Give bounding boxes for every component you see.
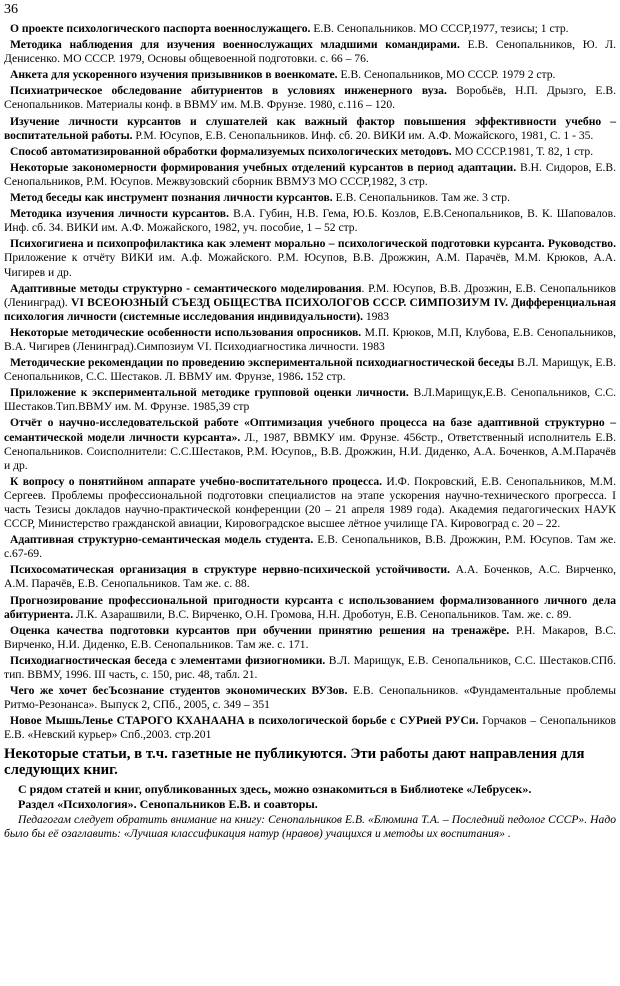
entry-title: Психогигиена и психопрофилактика как элемент морально – психологической подготовки курсанта. Руководство. (10, 237, 616, 251)
bibliography-list (4, 22, 616, 743)
entry-title: Некоторые методические особенности использования опросников. (10, 325, 362, 339)
entry-details: МО СССР.1981, Т. 82, 1 стр. (451, 144, 594, 158)
entry-title: Приложение к экспериментальной методике групповой оценки личности. (10, 386, 409, 400)
entry-title: Метод беседы как инструмент познания личности курсантов. (10, 191, 333, 205)
list-item (4, 282, 616, 324)
entry-details: В.Л. Марищук, Е.В. Сенопальников, С.С. Шестаков. Л. ВВМУ им. Фрунзе, 1986 (4, 356, 616, 384)
entry-title: Анкета для ускоренного изучения призывников в военкомате. (10, 68, 338, 82)
entry-title: Адаптивные методы структурно - семантического моделирования (10, 281, 362, 295)
library-note: С рядом статей и книг, опубликованных здесь, можно ознакомиться в Библиотеке «Лебрусек». (18, 781, 532, 796)
list-item (4, 654, 616, 682)
entry-details: В.Н. Сидоров, Е.В. Сенопальников, Р.М. Юсупов. Межвузовский сборник ВВМУЗ МО СССР,1982, 3 стр. (4, 160, 616, 188)
entry-details: Р.Н. Макаров, В.С. Вирченко, Н.И. Диденко, Е.В. Сенопальников. Там же. с. 171. (4, 623, 617, 651)
entry-title-extra: . (300, 370, 304, 384)
list-item (4, 714, 616, 742)
list-item (4, 475, 616, 531)
list-item (4, 416, 616, 472)
entry-details: Приложение к отчёту ВИКИ им. А.ф. Можайского. Р.М. Юсупов, В.В. Дрожжин, А.М. Парачёв, М.М. Крюков, А.А. Чигирев и др. (4, 251, 616, 279)
list-item (4, 624, 616, 652)
entry-details: Л.К. Азарашвили, В.С. Вирченко, О.Н. Громова, Н.Н. Дроботун, Е.В. Сенопальников. Там. же. с. 89. (73, 607, 572, 621)
entry-details: Е.В. Сенопальников, МО СССР. 1979 2 стр. (337, 68, 556, 82)
entry-title: Изучение личности курсантов и слушателей как важный фактор повышения эффективности учебно – воспитательной работы. (4, 114, 616, 142)
list-item (4, 594, 616, 622)
entry-title: Психодиагностическая беседа с элементами физиогномики. (10, 653, 326, 667)
entry-title: Адаптивная структурно-семантическая модель студента. (10, 533, 314, 547)
entry-title: Методические рекомендации по проведению экспериментальной психодиагностической беседы (10, 356, 515, 370)
teachers-note: Педагогам следует обратить внимание на книгу: Сенопальников Е.В. «Блюмина Т.А. – Последний педолог СССР». Надо было бы её озаглавить: «Лучшая классификация натур (нравов) учащихся и методы их воспитания» . (4, 812, 616, 840)
entry-details: М.П. Крюков, М.П, Клубова, Е.В. Сенопальников, В.А. Чигирев (Ленинград).Симпозиум VI. Психодиагностика личности. 1983 (4, 325, 617, 353)
entry-title: К вопросу о понятийном аппарате учебно-воспитательного процесса. (10, 474, 383, 488)
list-item (4, 563, 616, 591)
list-item (4, 684, 616, 712)
entry-title: Психосоматическая организация в структуре нервно-психической устойчивости. (10, 563, 451, 577)
entry-title: Чего же хочет бесЪсознание студентов экономических ВУЗов. (10, 684, 348, 698)
entry-details: И.Ф. Покровский, Е.В. Сенопальников, М.М. Сергеев. Проблемы профессиональной подготовки специалистов на этапе ускорения научно-технического прогресса. I часть Тезисы докладов научно-практической конференции (20 – 21 апреля 1989 года). Академия педагогических НАУК СССР, Министерство гражданской авиации, Кировоградское высшее лётное училище ГА. Кировоград с. 20 – 22. (4, 474, 616, 531)
list-item (4, 533, 616, 561)
list-item (4, 326, 616, 354)
page-number: 36 (4, 2, 18, 17)
section-note: Раздел «Психология». Сенопальников Е.В. и соавторы. (18, 797, 318, 811)
entry-title-extra: VI ВСЕОЮЗНЫЙ СЪЕЗД ОБЩЕСТВА ПСИХОЛОГОВ СССР. СИМПОЗИУМ IV. Дифференциальная психология личности (системные исследования индивидуальности). (4, 295, 616, 323)
entry-title: О проекте психологического паспорта военнослужащего. (10, 22, 311, 35)
entry-details: Е.В. Сенопальников, Ю. Л. Денисенко. МО СССР. 1979, Основы общевоенной подготовки. с. 66 – 76. (4, 38, 616, 66)
entry-title: Отчёт о научно-исследовательской работе «Оптимизация учебного процесса на базе адаптивной структурно – семантической модели личности курсанта». (4, 416, 616, 444)
entry-details: Е.В. Сенопальников. МО СССР,1977, тезисы; 1 стр. (310, 22, 569, 35)
entry-details: . Р.М. Юсупов, В.В. Дрозжин, Е.В. Сенопальников (Ленинград). (4, 281, 616, 309)
list-item (4, 161, 616, 189)
list-item (4, 115, 616, 143)
entry-details: Р.М. Юсупов, Е.В. Сенопальников. Инф. сб. 20. ВИКИ им. А.Ф. Можайского, 1981, С. 1 - 35. (132, 128, 594, 142)
list-item (4, 386, 616, 414)
list-item (4, 191, 616, 205)
entry-title: Психиатрическое обследование абитуриентов в условиях инженерного вуза. (10, 84, 447, 98)
list-item (4, 68, 616, 82)
entry-details: В.Л. Марищук, Е.В. Сенопальников, С.С. Шестаков.СПб. тип. ВВМУ, 1996. III часть, с. 150, рис. 48, табл. 21. (4, 653, 616, 682)
entry-title: Методика наблюдения для изучения военнослужащих младшими командирами. (10, 38, 460, 52)
entry-details: Е.В. Сенопальников, В.В. Дрожжин, Р.М. Юсупов. Там же. с.67-69. (4, 533, 616, 561)
entry-title: Оценка качества подготовки курсантов при обучении принятию решения на тренажёре. (10, 623, 510, 637)
entry-title: Некоторые закономерности формирования учебных отделений курсантов в период адаптации. (10, 160, 517, 174)
entry-details-extra: 1983 (362, 309, 390, 323)
list-item (4, 145, 616, 159)
entry-details: В.Л.Марищук,Е.В. Сенопальников, С.С. Шестаков.Тип.ВВМУ им. М. Фрунзе. 1985,39 стр (4, 386, 616, 414)
list-item (4, 38, 616, 66)
entry-details: В.А. Губин, Н.В. Гема, Ю.Б. Козлов, Е.В.Сенопальников, В. К. Шаповалов. Инф. сб. 34. ВИКИ им. А.Ф. Можайского, 1982, уч. пособие, 1 – 52 стр. (4, 207, 616, 235)
list-item (4, 237, 616, 279)
list-item (4, 207, 616, 235)
entry-details-extra: 152 стр. (303, 370, 346, 384)
entry-details: Е.В. Сенопальников. «Фундаментальные проблемы Ритмо-Резонанса». Выпуск 2, СПб., 2005, с. 349 – 351 (4, 684, 616, 712)
entry-details: Л., 1987, ВВМКУ им. Фрунзе. 456стр., Ответственный исполнитель Е.В. Сенопальников. Соисполнители: С.С.Шестаков, Р.М. Юсупов,, В.В. Дрожжин, Н.И. Диденко, А.А. Боченков, А.М.Парачёв и др. (4, 430, 616, 472)
entry-details: Е.В. Сенопальников. Там же. 3 стр. (332, 191, 510, 205)
entry-title: Способ автоматизированной обработки формализуемых психологических методовъ. (10, 144, 452, 158)
unpublished-note: Некоторые статьи, в т.ч. газетные не публикуются. Эти работы дают направления для следующих книг. (4, 745, 585, 778)
entry-details: Горчаков – Сенопальников Е.В. «Невский курьер» Спб.,2003. стр.201 (4, 714, 617, 742)
list-item (4, 22, 616, 36)
entry-title: Прогнозирование профессиональной пригодности курсанта с использованием формализованного личного дела абитуриента. (4, 593, 616, 621)
entry-title: Новое МышьЛенье СТАРОГО КХАНААНА в психологической борьбе с СУРией РУСи. (10, 714, 479, 728)
list-item (4, 84, 616, 112)
entry-details: А.А. Боченков, А.С. Вирченко, А.М. Парачёв, Е.В. Сенопальников. Там же. с. 88. (4, 563, 617, 591)
list-item (4, 356, 616, 384)
entry-title: Методика изучения личности курсантов. (10, 207, 229, 221)
entry-details: Воробьёв, Н.П. Дрызго, Е.В. Сенопальников. Материалы конф. в ВВМУ им. М.В. Фрунзе. 1980, с.116 – 120. (4, 84, 616, 112)
